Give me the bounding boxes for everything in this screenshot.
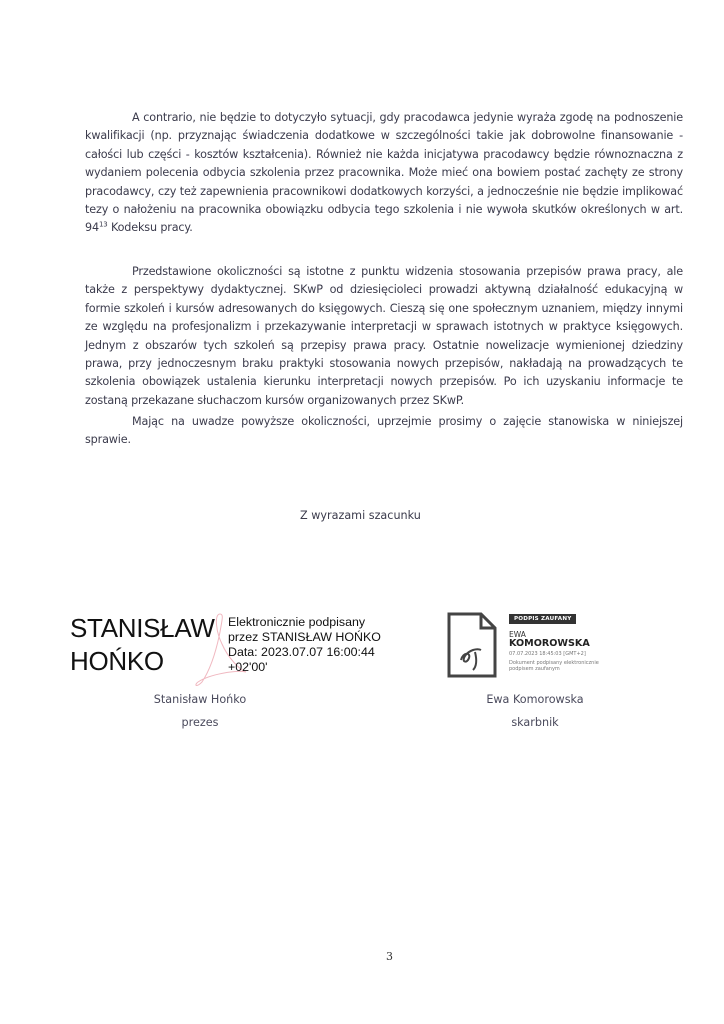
electronic-signature-honko (70, 612, 390, 682)
signer-name-1: Stanisław Hońko (153, 693, 247, 706)
signer-first-name: EWA (509, 630, 526, 639)
detail-line: Elektronicznie podpisany (228, 615, 366, 629)
signed-document-icon (447, 612, 497, 678)
paragraph-1 (85, 109, 683, 238)
signer-last-name: KOMOROWSKA (509, 638, 590, 649)
detail-line: +02'00' (228, 660, 268, 674)
page-number: 3 (386, 950, 393, 963)
detail-line: Data: 2023.07.07 16:00:44 (228, 645, 375, 659)
signer-name-large (70, 612, 215, 678)
signer-name-2: Ewa Komorowska (486, 693, 584, 706)
footnote-superscript: 13 (98, 220, 108, 229)
paragraph-1-text: A contrario, nie będzie to dotyczyło sytuacji, gdy pracodawca jedynie wyraża zgodę na podnoszenie kwalifikacji (np. przyznając świadczenia dodatkowe w szczególności takie jak dobrowolne finansowanie - całości lub części - kosztów kształcenia). Również nie każda inicjatywa pracodawcy będzie równoznaczna z wydaniem polecenia odbycia szkolenia przez pracownika. Może mieć ona bowiem postać zachęty ze strony pracodawcy, czy też zapewnienia pracownikowi dodatkowych korzyści, a jednocześnie nie będzie implikować tezy o nałożeniu na pracownika obowiązku odbycia tego szkolenia i nie wywoła skutków określonych w art. 94 (85, 111, 683, 235)
trusted-signature-komorowska (447, 612, 607, 682)
closing-salutation: Z wyrazami szacunku (300, 509, 421, 522)
name-line-1: STANISŁAW (70, 613, 215, 643)
paragraph-3-text: Mając na uwadze powyższe okoliczności, uprzejmie prosimy o zajęcie stanowiska w niniejszej sprawie. (85, 415, 683, 447)
paragraph-2 (85, 263, 683, 410)
paragraph-3 (85, 413, 683, 450)
signer-role-2: skarbnik (511, 716, 559, 729)
detail-line: przez STANISŁAW HOŃKO (228, 630, 381, 644)
signature-note: Dokument podpisany elektronicznie podpisem zaufanym (509, 660, 599, 672)
signature-timestamp: 07.07.2023 18:45:03 [GMT+2] (509, 651, 586, 657)
signer-role-1: prezes (181, 716, 219, 729)
paragraph-2-text: Przedstawione okoliczności są istotne z punktu widzenia stosowania przepisów prawa pracy, ale także z perspektywy dydaktycznej. SKwP od dziesięcioleci prowadzi aktywną działalność edukacyjną w formie szkoleń i kursów adresowanych do księgowych. Cieszą się one społecznym uznaniem, między innymi ze względu na profesjonalizm i przekazywanie interpretacji w sprawach istotnych w praktyce księgowych. Jednym z obszarów tych szkoleń są przepisy prawa pracy. Ostatnie nowelizacje wymienionej dziedziny prawa, przy jednoczesnym braku praktyki stosowania nowych przepisów, nakładają na prowadzących te szkolenia obowiązek ustalenia kierunku interpretacji nowych przepisów. Po ich uzyskaniu informacje te zostaną przekazane słuchaczom kursów organizowanych przez SKwP. (85, 265, 683, 407)
paragraph-1-end: Kodeksu pracy. (107, 221, 193, 235)
trusted-profile-badge: PODPIS ZAUFANY (509, 614, 576, 624)
name-line-2: HOŃKO (70, 646, 164, 676)
signature-details (228, 615, 381, 675)
